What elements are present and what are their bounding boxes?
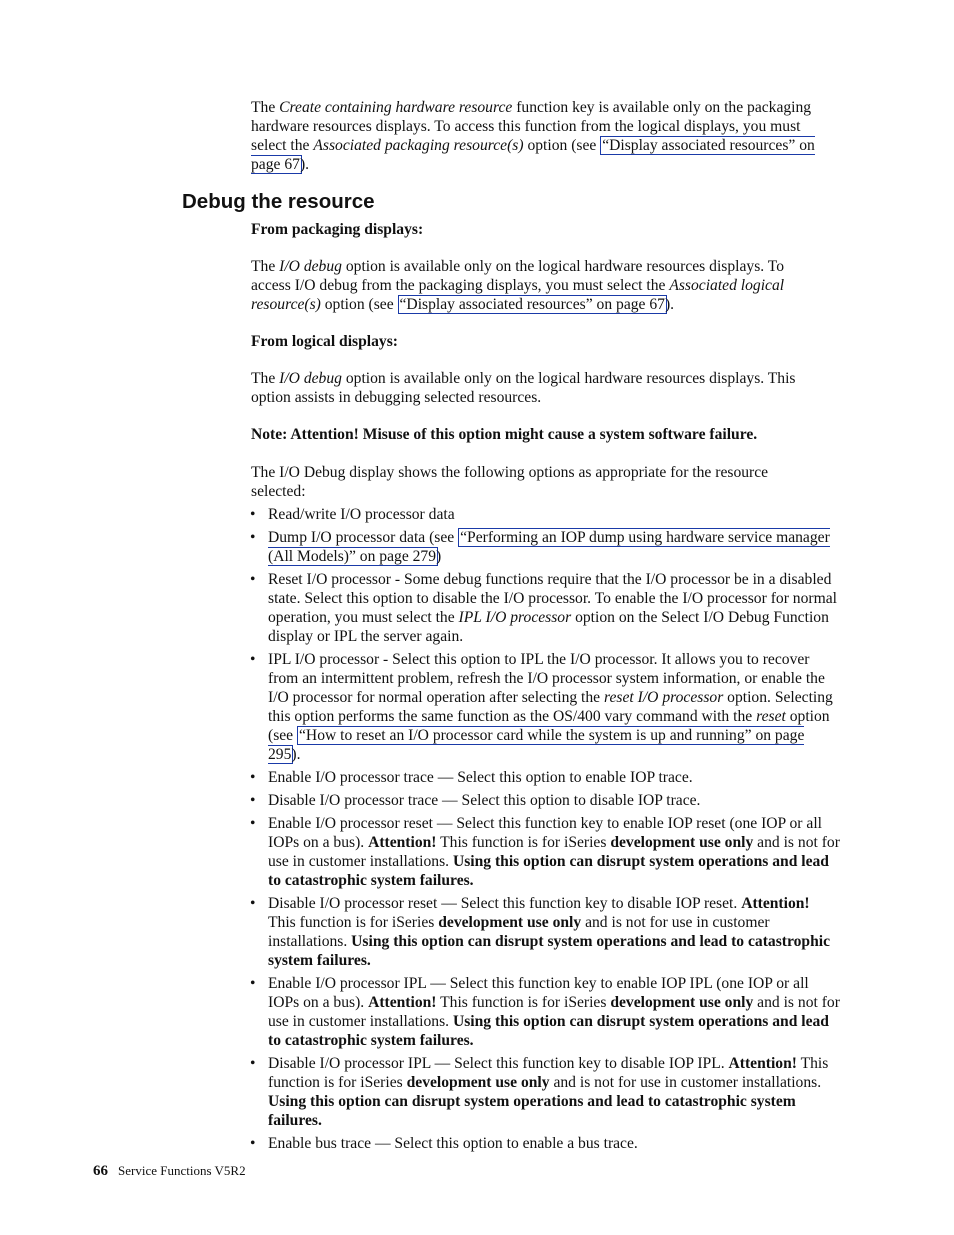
option-italic-term: reset I/O processor [604,689,724,706]
option-italic-term: reset [756,708,786,725]
bullet-icon: • [250,1055,256,1072]
reset-iop-card-link[interactable]: “How to reset an I/O processor card while the system is up and running” on page 295 [268,727,805,763]
bullet-icon: • [250,506,256,523]
section-heading: Debug the resource [182,190,375,213]
list-item [250,1054,840,1130]
option-text: Disable I/O processor trace — Select this option to disable IOP trace. [268,792,701,809]
bullet-icon: • [250,1135,256,1152]
option-text: ) [436,548,442,565]
logical-text: The [251,370,280,387]
list-item [250,768,840,787]
list-item [250,570,840,646]
option-text: Read/write I/O processor data [268,506,455,523]
bullet-icon: • [250,651,256,668]
option-bold-text: Attention! [368,834,437,851]
packaging-italic-term: Associated logical resource(s) [251,277,785,313]
option-text: and is not for use in customer installations. [268,994,840,1030]
option-text: ). [291,746,301,763]
option-text: option. Selecting this option performs the same function as the OS/400 vary command with the [268,689,833,725]
list-item [250,528,840,566]
option-text: This function is for iSeries [436,994,611,1011]
attention-note: Note: Attention! Misuse of this option might cause a system software failure. [251,426,758,443]
list-item [250,814,840,890]
option-text: Enable I/O processor IPL — Select this function key to enable IOP IPL (one IOP or all IOPs on a bus). [268,975,809,1011]
option-text: Dump I/O processor data (see [268,529,459,546]
page-footer [93,1163,246,1180]
option-text: This function is for iSeries [268,1055,829,1091]
bullet-icon: • [250,815,256,832]
intro-text: ). [299,156,310,173]
list-item [250,791,840,810]
option-text: Reset I/O processor - Some debug functions require that the I/O processor be in a disabled state. Select this option to disable the I/O processor. To enable the I/O processor for normal operation, you must select the [268,571,837,626]
book-title: Service Functions V5R2 [118,1163,246,1178]
option-text: Enable I/O processor trace — Select this option to enable IOP trace. [268,769,693,786]
option-bold-text: Attention! [741,895,810,912]
option-bold-text: Using this option can disrupt system operations and lead to catastrophic system failures. [268,933,831,969]
option-text: option (see [268,708,830,744]
intro-italic-term: Create containing hardware resource [279,99,513,116]
packaging-text: The [251,258,280,275]
packaging-subheading: From packaging displays: [251,221,424,238]
intro-text: The [251,99,280,116]
logical-italic-term: I/O debug [279,370,342,387]
display-associated-resources-link[interactable]: “Display associated resources” on page 67 [399,296,665,313]
logical-paragraph [251,369,826,407]
option-text: option on the Select I/O Debug Function display or IPL the server again. [268,609,829,645]
packaging-text: ). [664,296,675,313]
option-text: This function is for iSeries [268,914,439,931]
options-list [250,505,840,1157]
option-bold-text: Using this option can disrupt system operations and lead to catastrophic system failures. [268,1093,796,1129]
option-text: and is not for use in customer installations. [268,834,840,870]
option-bold-text: development use only [406,1074,550,1091]
option-bold-text: Using this option can disrupt system operations and lead to catastrophic system failures. [268,853,829,889]
option-bold-text: development use only [438,914,582,931]
option-text: Disable I/O processor reset — Select this function key to disable IOP reset. [268,895,742,912]
option-text: and is not for use in customer installations. [549,1074,822,1091]
option-italic-term: IPL I/O processor [458,609,572,626]
intro-italic-term: Associated packaging resource(s) [313,137,524,154]
option-bold-text: Using this option can disrupt system operations and lead to catastrophic system failures. [268,1013,829,1049]
bullet-icon: • [250,769,256,786]
options-intro: The I/O Debug display shows the following options as appropriate for the resource selected: [251,464,769,500]
list-item [250,650,840,764]
bullet-icon: • [250,792,256,809]
option-text: IPL I/O processor - Select this option to IPL the I/O processor. It allows you to recover from an intermittent problem, refresh the I/O processor system information, or enable the I/O processor for normal operation after selecting the [268,651,825,706]
option-text: Enable I/O processor reset — Select this function key to enable IOP reset (one IOP or all IOPs on a bus). [268,815,822,851]
logical-text: option is available only on the logical hardware resources displays. This option assists in debugging selected resources. [251,370,796,406]
bullet-icon: • [250,975,256,992]
iop-dump-link[interactable]: “Performing an IOP dump using hardware service manager (All Models)” on page 279 [268,529,830,565]
packaging-text: option (see [320,296,398,313]
logical-subheading: From logical displays: [251,333,398,350]
bullet-icon: • [250,571,256,588]
list-item [250,894,840,970]
packaging-italic-term: I/O debug [279,258,342,275]
option-bold-text: development use only [610,834,754,851]
bullet-icon: • [250,895,256,912]
list-item [250,1134,840,1153]
intro-paragraph [251,98,823,174]
option-bold-text: Attention! [368,994,437,1011]
option-text: Disable I/O processor IPL — Select this function key to disable IOP IPL. [268,1055,729,1072]
packaging-text: option is available only on the logical hardware resources displays. To access I/O debug from the packaging displays, you must select the [251,258,785,294]
page-number: 66 [93,1163,108,1179]
list-item [250,974,840,1050]
option-bold-text: development use only [610,994,754,1011]
option-bold-text: Attention! [728,1055,797,1072]
intro-text: option (see [523,137,601,154]
bullet-icon: • [250,529,256,546]
intro-text: function key is available only on the packaging hardware resources displays. To access this function from the logical displays, you must select the [251,99,812,154]
option-text: and is not for use in customer installations. [268,914,770,950]
packaging-paragraph [251,257,826,314]
list-item [250,505,840,524]
display-associated-resources-link[interactable]: “Display associated resources” on page 67 [251,137,815,173]
option-text: Enable bus trace — Select this option to enable a bus trace. [268,1135,638,1152]
option-text: This function is for iSeries [436,834,611,851]
